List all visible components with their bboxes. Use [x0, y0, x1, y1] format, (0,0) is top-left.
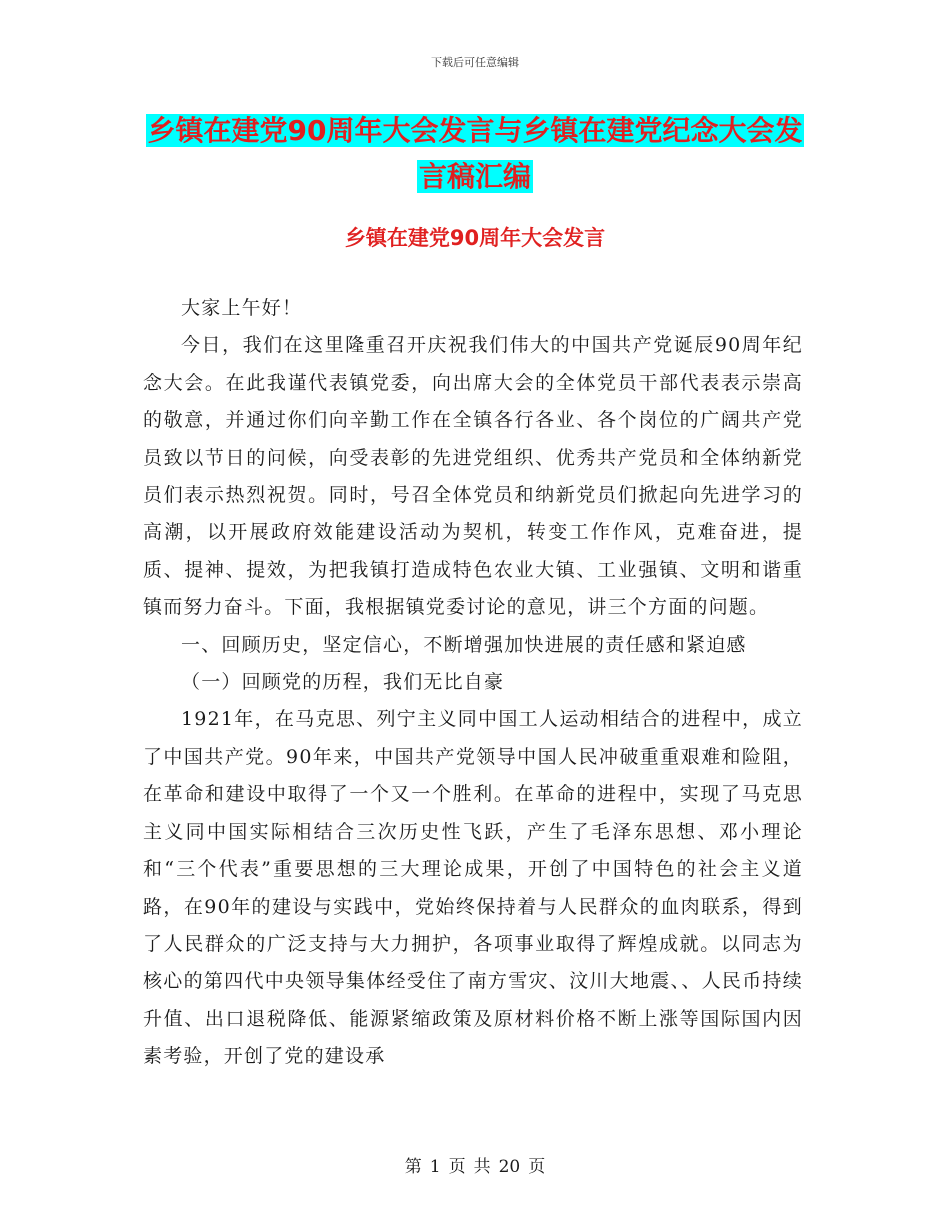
footer-total-unit: 页 — [528, 1157, 546, 1177]
paragraph-subheading-1: （一）回顾党的历程，我们无比自豪 — [181, 671, 505, 694]
document-title-line-2: 言稿汇编 — [418, 160, 531, 193]
footer-prefix: 第 — [404, 1157, 422, 1177]
footer-page-number: 1 — [429, 1157, 441, 1177]
paragraph-heading-1: 一、回顾历史，坚定信心，不断增强加快进展的责任感和紧迫感 — [181, 633, 747, 656]
paragraph-intro: 今日，我们在这里隆重召开庆祝我们伟大的中国共产党诞辰90周年纪念大会。在此我谨代表镇党委，向出席大会的全体党员干部代表表示崇高的敬意，并通过你们向辛勤工作在全镇各行各业、各个岗位的广阔共产党员致以节日的问候，向受表彰的先进党组织、优秀共产党员和全体纳新党员们表示热烈祝贺。同时，号召全体党员和纳新党员们掀起向先进学习的高潮，以开展政府效能建设活动为契机，转变工作作风，克难奋进，提质、提神、提效，为把我镇打造成特色农业大镇、工业强镇、文明和谐重镇而努力奋斗。下面，我根据镇党委讨论的意见，讲三个方面的问题。 — [143, 334, 803, 619]
footer-total-prefix: 共 — [473, 1157, 491, 1177]
header-note: 下载后可任意编辑 — [431, 56, 519, 69]
document-title — [0, 108, 950, 200]
page-footer — [0, 1152, 950, 1177]
paragraph-greeting: 大家上午好！ — [181, 297, 303, 319]
section-title: 乡镇在建党90周年大会发言 — [344, 226, 606, 250]
footer-page-unit: 页 — [448, 1157, 466, 1177]
paragraph-history: 1921年，在马克思、列宁主义同中国工人运动相结合的进程中，成立了中国共产党。90年来，中国共产党领导中国人民冲破重重艰难和险阻，在革命和建设中取得了一个又一个胜利。在革命的进程中，实现了马克思主义同中国实际相结合三次历史性飞跃，产生了毛泽东思想、邓小理论和“三个代表”重要思想的三大理论成果，开创了中国特色的社会主义道路，在90年的建设与实践中，党始终保持着与人民群众的血肉联系，得到了人民群众的广泛支持与大力拥护，各项事业取得了辉煌成就。以同志为核心的第四代中央领导集体经受住了南方雪灾、汶川大地震、、人民币持续升值、出口退税降低、能源紧缩政策及原材料价格不断上涨等国际国内因素考验，开创了党的建设承 — [143, 708, 803, 1068]
body-text — [143, 290, 803, 1076]
document-title-line-1: 乡镇在建党90周年大会发言与乡镇在建党纪念大会发 — [147, 114, 803, 147]
footer-total-pages: 20 — [498, 1157, 521, 1177]
